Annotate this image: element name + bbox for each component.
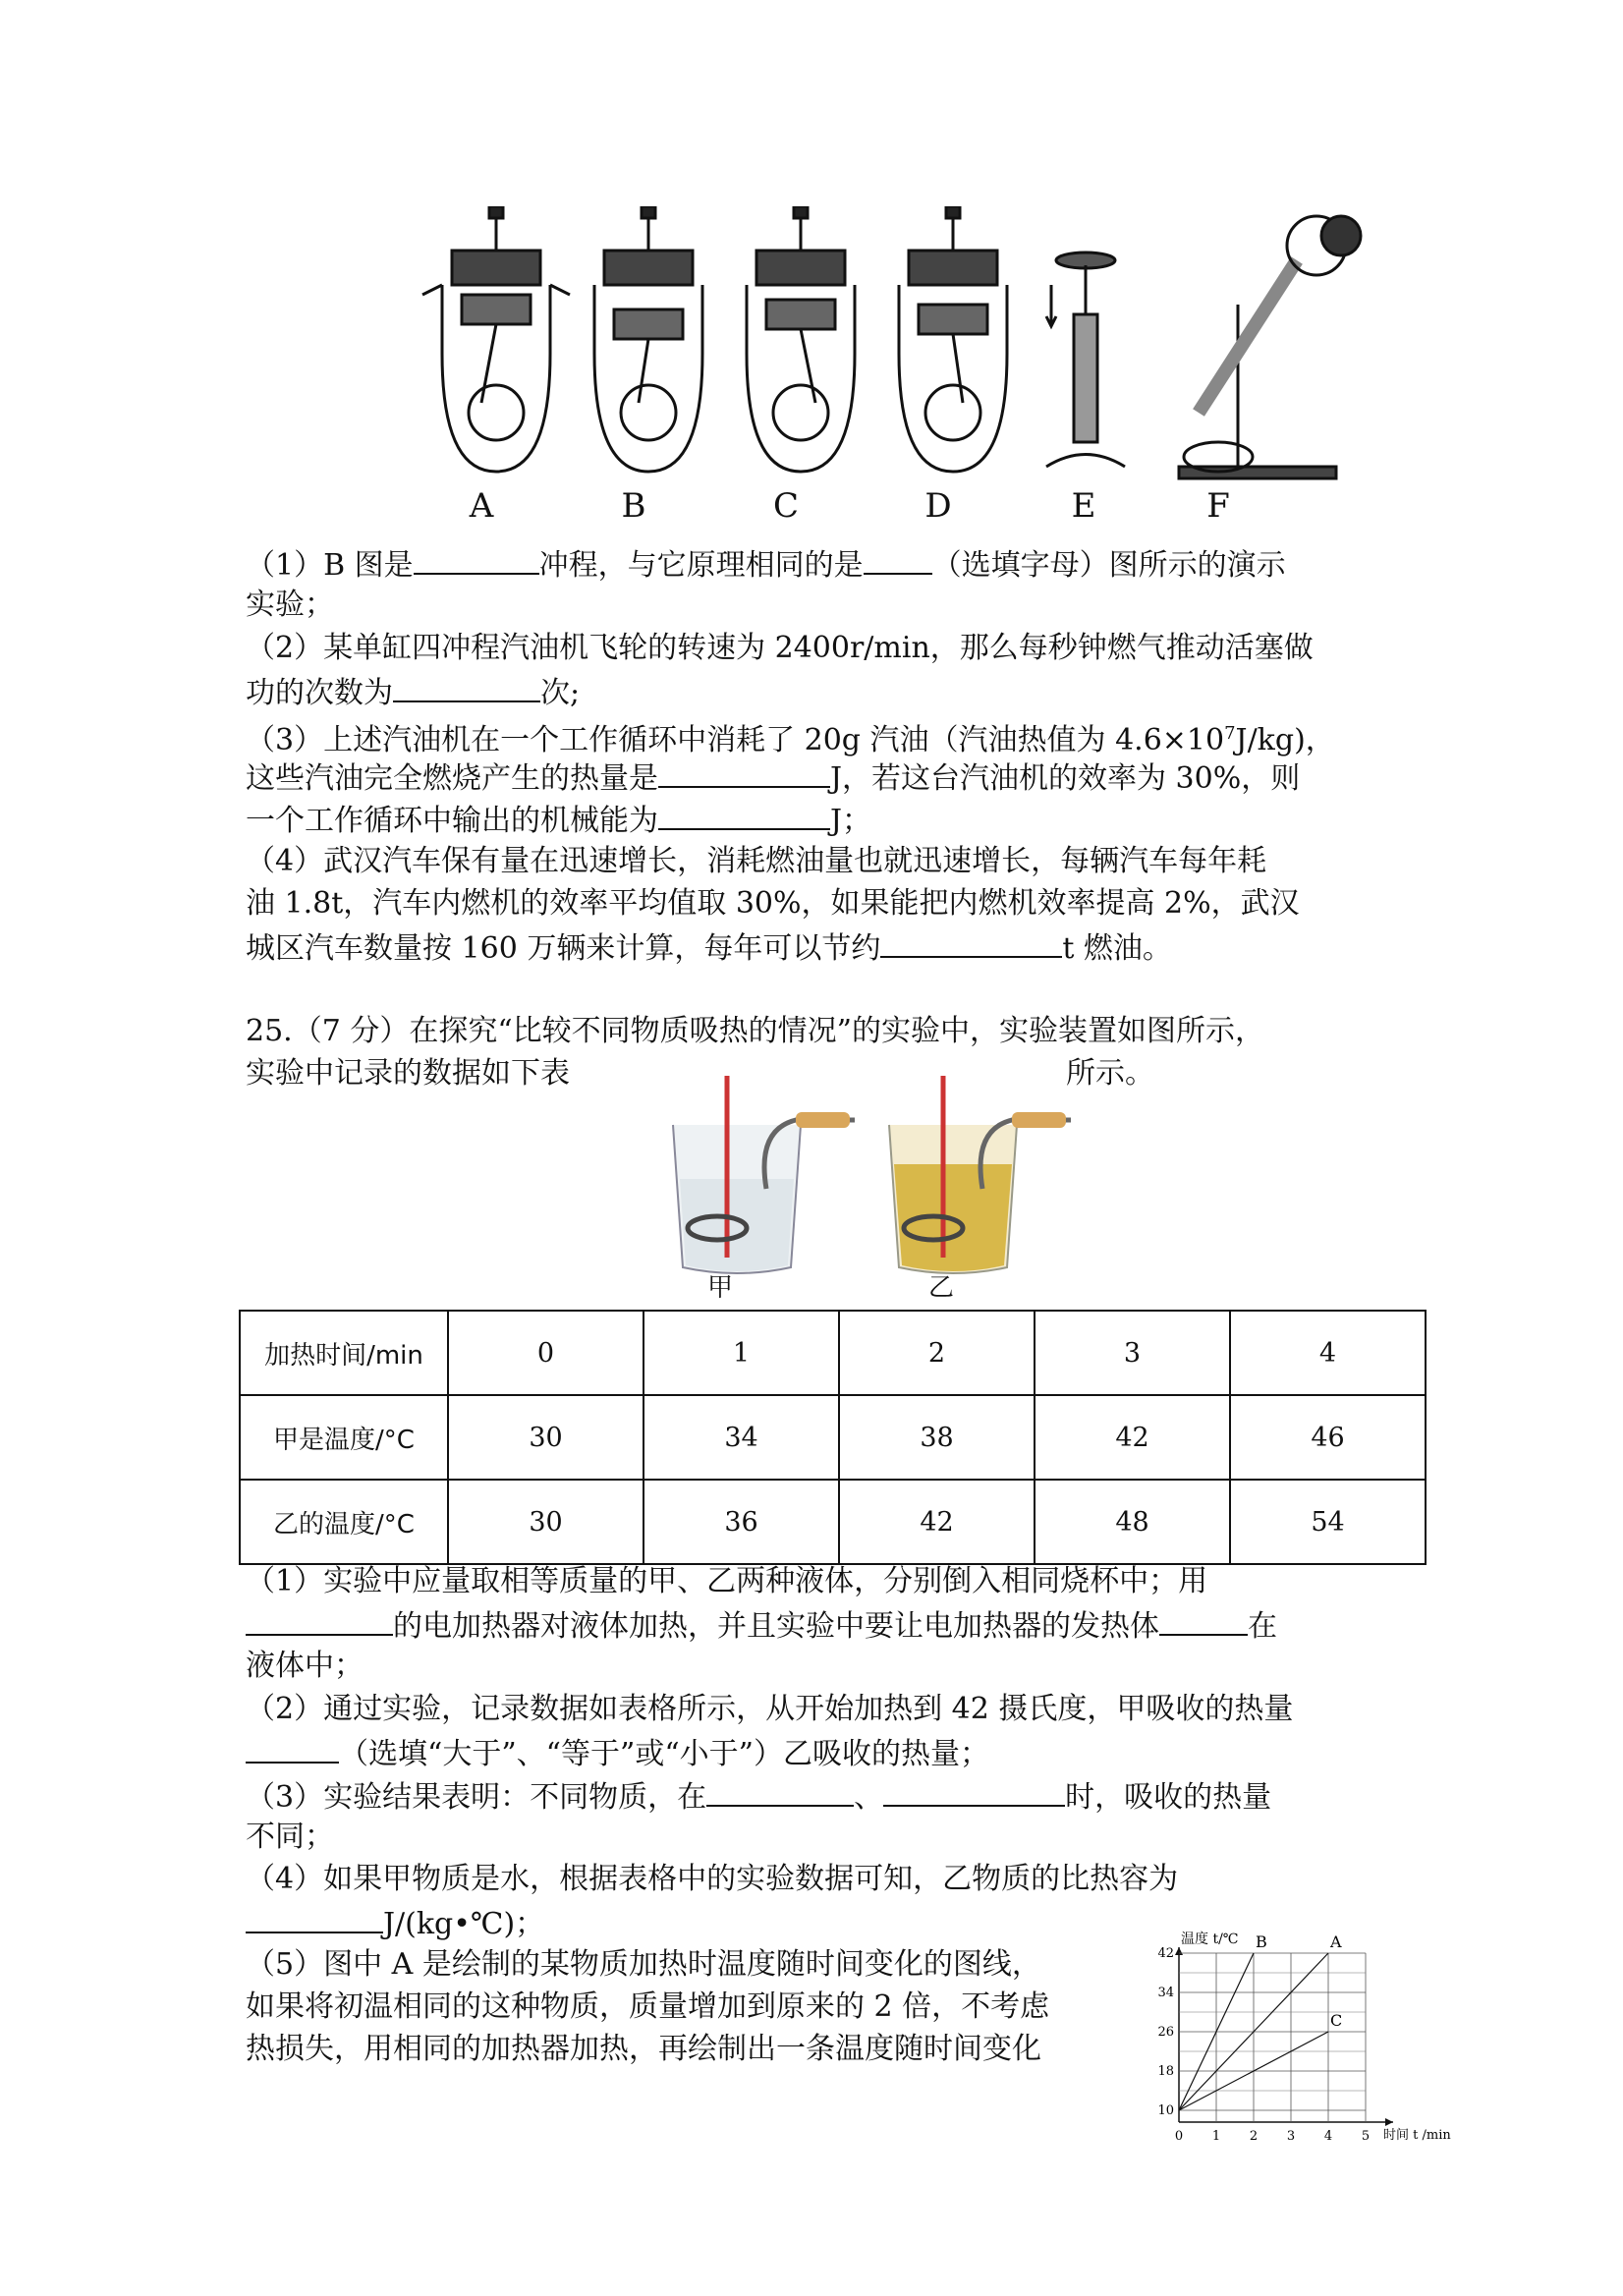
answer-blank[interactable]	[246, 1732, 339, 1764]
q24-part4-line1: （4）武汉汽车保有量在迅速增长，消耗燃油量也就迅速增长，每辆汽车每年耗	[246, 844, 1267, 878]
answer-blank[interactable]	[1159, 1604, 1248, 1636]
q24-part4-line2: 油 1.8t，汽车内燃机的效率平均值取 30%，如果能把内燃机效率提高 2%，武汉	[246, 886, 1300, 921]
y-tick-label: 26	[1157, 2025, 1174, 2040]
q25-part5-line3: 热损失，用相同的加热器加热，再绘制出一条温度随时间变化	[246, 2032, 1041, 2066]
q25-part2-line1: （2）通过实验，记录数据如表格所示，从开始加热到 42 摄氏度，甲吸收的热量	[246, 1692, 1294, 1726]
answer-blank[interactable]	[706, 1775, 854, 1807]
table-cell: 0	[448, 1311, 644, 1395]
figure-label-a: A	[469, 486, 494, 526]
answer-blank[interactable]	[658, 756, 830, 788]
y-axis-arrow	[1175, 1947, 1183, 1955]
x-axis-label: 时间 t /min	[1383, 2128, 1451, 2143]
row-header: 乙的温度/°C	[240, 1480, 448, 1564]
y-tick-label: 18	[1157, 2064, 1174, 2079]
figure-label-e: E	[1071, 486, 1096, 526]
x-axis-arrow	[1385, 2118, 1393, 2126]
table-cell: 48	[1035, 1480, 1230, 1564]
table-cell: 42	[1035, 1395, 1230, 1480]
q24-part1-line2: 实验；	[246, 588, 334, 622]
q25-part3-line1: （3）实验结果表明：不同物质，在 、 时，吸收的热量	[246, 1775, 1271, 1818]
fire-syringe-drawing	[1046, 252, 1125, 467]
q25-part3-line2: 不同；	[246, 1820, 334, 1854]
figure-label-f: F	[1206, 486, 1230, 526]
table-row	[240, 1395, 1426, 1480]
table-cell: 2	[839, 1311, 1035, 1395]
beaker-yi-drawing	[889, 1076, 1071, 1273]
q25-intro-line2: 实验中记录的数据如下表 所示。	[246, 1056, 1154, 1091]
y-axis-label: 温度 t/℃	[1181, 1932, 1239, 1947]
figure-label-b: B	[621, 486, 646, 526]
q25-part2-line2: （选填“大于”、“等于”或“小于”）乙吸收的热量；	[246, 1732, 989, 1774]
x-tick-label: 5	[1361, 2129, 1371, 2144]
q25-part4-line1: （4）如果甲物质是水，根据表格中的实验数据可知，乙物质的比热容为	[246, 1862, 1179, 1896]
table-cell: 46	[1230, 1395, 1426, 1480]
figure-label-c: C	[772, 486, 799, 526]
y-tick-label: 10	[1157, 2103, 1174, 2118]
temperature-time-chart	[1130, 1926, 1464, 2152]
beaker-label-yi: 乙	[928, 1273, 955, 1303]
y-tick-label: 42	[1157, 1946, 1174, 1961]
q25-part1-line2: 的电加热器对液体加热，并且实验中要让电加热器的发热体 在	[246, 1604, 1277, 1647]
x-tick-label: 1	[1211, 2129, 1221, 2144]
answer-blank[interactable]	[393, 671, 540, 702]
table-cell: 1	[644, 1311, 839, 1395]
data-table	[239, 1310, 1427, 1565]
table-row	[240, 1311, 1426, 1395]
x-tick-label: 0	[1174, 2129, 1184, 2144]
figure-label-d: D	[924, 486, 952, 526]
series-label-a: A	[1330, 1932, 1342, 1951]
table-cell: 30	[448, 1395, 644, 1480]
answer-blank[interactable]	[880, 926, 1062, 958]
engine-b-drawing	[594, 206, 702, 472]
beaker-apparatus-figure	[658, 1071, 1110, 1277]
q25-part1-line1: （1）实验中应量取相等质量的甲、乙两种液体，分别倒入相同烧杯中；用	[246, 1564, 1208, 1598]
table-cell: 42	[839, 1480, 1035, 1564]
x-tick-label: 2	[1249, 2129, 1259, 2144]
q24-part2-line1: （2）某单缸四冲程汽油机飞轮的转速为 2400r/min，那么每秒钟燃气推动活塞做	[246, 631, 1314, 665]
answer-blank[interactable]	[658, 799, 830, 830]
engine-a-drawing	[422, 206, 570, 472]
q25-part5-line1: （5）图中 A 是绘制的某物质加热时温度随时间变化的图线，	[246, 1947, 1041, 1982]
answer-blank[interactable]	[864, 543, 932, 575]
table-cell: 36	[644, 1480, 839, 1564]
q25-intro-line1: 25.（7 分）在探究“比较不同物质吸热的情况”的实验中，实验装置如图所示，	[246, 1014, 1265, 1048]
q25-part1-line3: 液体中；	[246, 1649, 364, 1683]
y-tick-label: 34	[1157, 1986, 1174, 2000]
q24-part3-line3: 一个工作循环中输出的机械能为 J；	[246, 799, 871, 841]
q25-part4-line2: J/(kg•℃)；	[246, 1902, 544, 1944]
table-row	[240, 1480, 1426, 1564]
engine-stroke-figure	[403, 206, 1385, 491]
x-tick-label: 3	[1286, 2129, 1296, 2144]
answer-blank[interactable]	[246, 1902, 383, 1933]
q25-part5-line2: 如果将初温相同的这种物质，质量增加到原来的 2 倍，不考虑	[246, 1989, 1050, 2024]
table-cell: 3	[1035, 1311, 1230, 1395]
test-tube-drawing	[1179, 216, 1361, 478]
answer-blank[interactable]	[883, 1775, 1065, 1807]
answer-blank[interactable]	[246, 1604, 393, 1636]
engine-c-drawing	[747, 206, 855, 472]
table-cell: 54	[1230, 1480, 1426, 1564]
beaker-jia-drawing	[673, 1076, 855, 1273]
q24-part3-line2: 这些汽油完全燃烧产生的热量是 J，若这台汽油机的效率为 30%，则	[246, 756, 1300, 799]
q24-part3-line1: （3）上述汽油机在一个工作循环中消耗了 20g 汽油（汽油热值为 $4.6\times 10^7J/kg$)，	[246, 723, 1335, 757]
row-header: 加热时间/min	[240, 1311, 448, 1395]
row-header: 甲是温度/°C	[240, 1395, 448, 1480]
table-cell: 30	[448, 1480, 644, 1564]
series-label-c: C	[1330, 2011, 1343, 2030]
q24-part2-line2: 功的次数为 次;	[246, 671, 580, 713]
x-tick-label: 4	[1323, 2129, 1333, 2144]
table-cell: 38	[839, 1395, 1035, 1480]
engine-d-drawing	[899, 206, 1007, 472]
answer-blank[interactable]	[414, 543, 539, 575]
q24-part4-line3: 城区汽车数量按 160 万辆来计算，每年可以节约 t 燃油。	[246, 926, 1172, 969]
beaker-label-jia: 甲	[707, 1273, 734, 1303]
table-cell: 4	[1230, 1311, 1426, 1395]
table-cell: 34	[644, 1395, 839, 1480]
q24-part1-line1: （1）B 图是 冲程，与它原理相同的是 （选填字母）图所示的演示	[246, 543, 1286, 586]
series-label-b: B	[1256, 1932, 1267, 1951]
